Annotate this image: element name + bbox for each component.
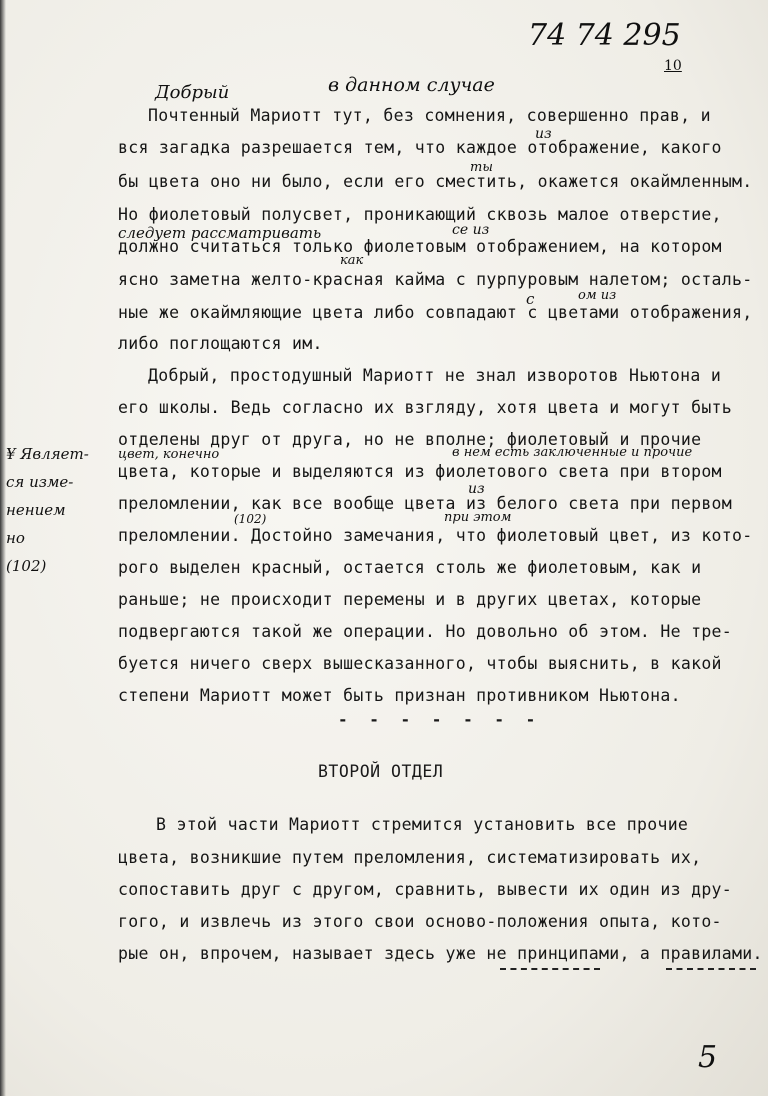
text-line-12: цвета, которые и выделяются из фиолетового света при втором [118,462,722,481]
text-line-15: рого выделен красный, остается столь же фиолетовым, как и [118,558,702,577]
annotation-cvet-konechno: цвет, конечно [118,447,220,462]
annotation-dobryi: Добрый [155,82,230,103]
text-line-16: раньше; не происходит перемены и в других цветах, которые [118,590,702,609]
text-line-18: буется ничего сверх вышесказанного, чтобы выяснить, в какой [118,654,722,673]
text-line-24: рые он, впрочем, называет здесь уже не принципами, а правилами. [118,944,763,963]
annotation-iz-1: из [535,126,552,142]
page-mark-bottom: 5 [698,1040,718,1075]
text-line-23: гого, и извлечь из этого свои осново-положения опыта, кото- [118,912,722,931]
text-line-9: Добрый, простодушный Мариотт не знал изворотов Ньютона и [148,366,722,385]
text-line-13: преломлении, как все вообще цвета из белого света при первом [118,494,733,513]
annotation-iz-2: из [468,481,485,497]
page-number-sub: 10 [664,58,682,74]
text-line-8: либо поглощаются им. [118,334,323,353]
text-line-21: цвета, возникшие путем преломления, систематизировать их, [118,848,702,867]
text-line-1: Почтенный Мариотт тут, без сомнения, совершенно прав, и [148,106,711,125]
section-separator: - - - - - - - [338,710,542,729]
text-line-10: его школы. Ведь согласно их взгляду, хотя цвета и могут быть [118,398,733,417]
text-line-2: вся загадка разрешается тем, что каждое отображение, какого [118,138,722,157]
section-heading: ВТОРОЙ ОТДЕЛ [318,762,444,781]
text-line-14: преломлении. Достойно замечания, что фиолетовый цвет, из кото- [118,526,753,545]
page-number-handwritten: 74 74 295 [528,18,681,53]
dashed-underline-rules [666,968,756,970]
text-line-22: сопоставить друг с другом, сравнить, вывести их один из дру- [118,880,733,899]
text-line-17: подвергаются такой же операции. Но довольно об этом. Не тре- [118,622,733,641]
text-line-11: отделены друг от друга, но не вполне; фиолетовый и прочие [118,430,702,449]
annotation-se-iz: се из [452,222,490,238]
annotation-v-dannom-sluchae: в данном случае [328,74,495,96]
text-line-7: ные же окаймляющие цвета либо совпадают с цветами отображения, [118,303,753,322]
annotation-sleduet: следует рассматривать [118,224,322,242]
text-line-4: Но фиолетовый полусвет, проникающий сквозь малое отверстие, [118,205,722,224]
text-line-5: должно считаться только фиолетовым отображением, на котором [118,237,722,256]
annotation-ref-102: (102) [234,512,267,526]
text-line-19: степени Мариотт может быть признан противником Ньютона. [118,686,681,705]
text-line-3: бы цвета оно ни было, если его сместить, окажется окаймленным. [118,172,753,191]
annotation-ty: ты [470,160,493,175]
dashed-underline-principles [500,968,600,970]
annotation-om-iz: ом из [578,288,617,303]
annotation-v-nem: в нем есть заключенные и прочие [452,445,693,460]
annotation-s: с [526,290,535,308]
annotation-kak: как [340,253,364,268]
text-line-20: В этой части Мариотт стремится установить все прочие [156,815,689,834]
text-line-6: ясно заметна желто-красная кайма с пурпуровым налетом; осталь- [118,270,753,289]
annotation-pri-etom: при этом [444,510,512,525]
margin-annotation: ¥ Являет- ся изме- нением но (102) [6,445,89,575]
